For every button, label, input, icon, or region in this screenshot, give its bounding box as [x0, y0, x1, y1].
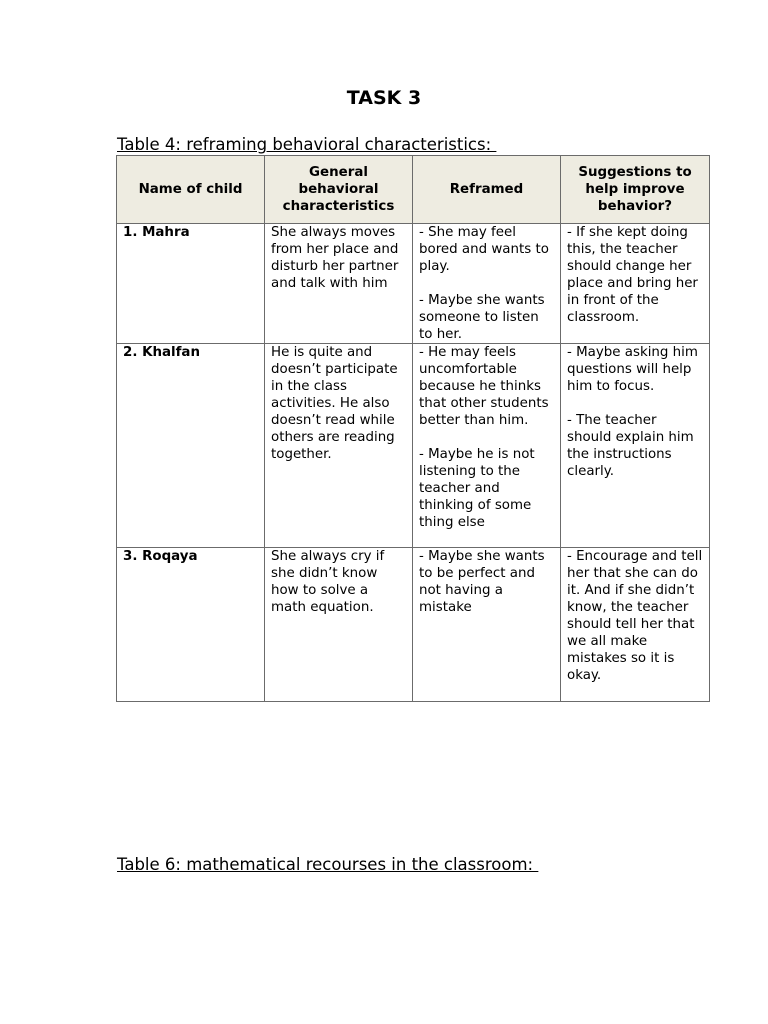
table-row [117, 344, 710, 548]
reframed-cell [413, 224, 561, 344]
general-text: He is quite and doesn’t participate in the class activities. He also doesn’t read while others are reading together. [271, 345, 398, 462]
general-characteristics-cell [265, 224, 413, 344]
reframed-cell [413, 344, 561, 548]
table-row [117, 548, 710, 702]
suggestion-cell [561, 344, 710, 548]
reframed-text: - Maybe he is not listening to the teacher and thinking of some thing else [419, 447, 535, 530]
suggestion-text: - If she kept doing this, the teacher should change her place and bring her in front of the classroom. [567, 225, 698, 325]
general-characteristics-cell [265, 548, 413, 702]
header-name-of-child: Name of child [117, 156, 265, 224]
child-name: 3. Roqaya [117, 548, 265, 702]
child-name: 2. Khalfan [117, 344, 265, 548]
suggestion-cell [561, 548, 710, 702]
reframed-cell [413, 548, 561, 702]
reframed-text: - She may feel bored and wants to play. [419, 225, 549, 274]
header-reframed: Reframed [413, 156, 561, 224]
suggestion-cell [561, 224, 710, 344]
table-row [117, 224, 710, 344]
suggestion-text: - The teacher should explain him the instructions clearly. [567, 413, 694, 479]
general-text: She always moves from her place and disturb her partner and talk with him [271, 225, 399, 291]
behavior-reframing-table [116, 155, 710, 702]
suggestion-text: - Maybe asking him questions will help him to focus. [567, 345, 698, 394]
reframed-text: - He may feels uncomfortable because he thinks that other students better than him. [419, 345, 549, 428]
table-header-row [117, 156, 710, 224]
reframed-text: - Maybe she wants to be perfect and not having a mistake [419, 549, 545, 615]
child-name: 1. Mahra [117, 224, 265, 344]
reframed-text: - Maybe she wants someone to listen to her. [419, 293, 545, 342]
header-suggestions: Suggestions to help improve behavior? [561, 156, 710, 224]
header-general-characteristics: General behavioral characteristics [265, 156, 413, 224]
page-title: TASK 3 [346, 87, 422, 109]
general-text: She always cry if she didn’t know how to solve a math equation. [271, 549, 385, 615]
table-6-caption: Table 6: mathematical recourses in the classroom: [117, 855, 539, 874]
general-characteristics-cell [265, 344, 413, 548]
table-4-caption: Table 4: reframing behavioral characteristics: [117, 135, 497, 154]
suggestion-text: - Encourage and tell her that she can do it. And if she didn’t know, the teacher should tell her that we all make mistakes so it is okay. [567, 549, 703, 683]
